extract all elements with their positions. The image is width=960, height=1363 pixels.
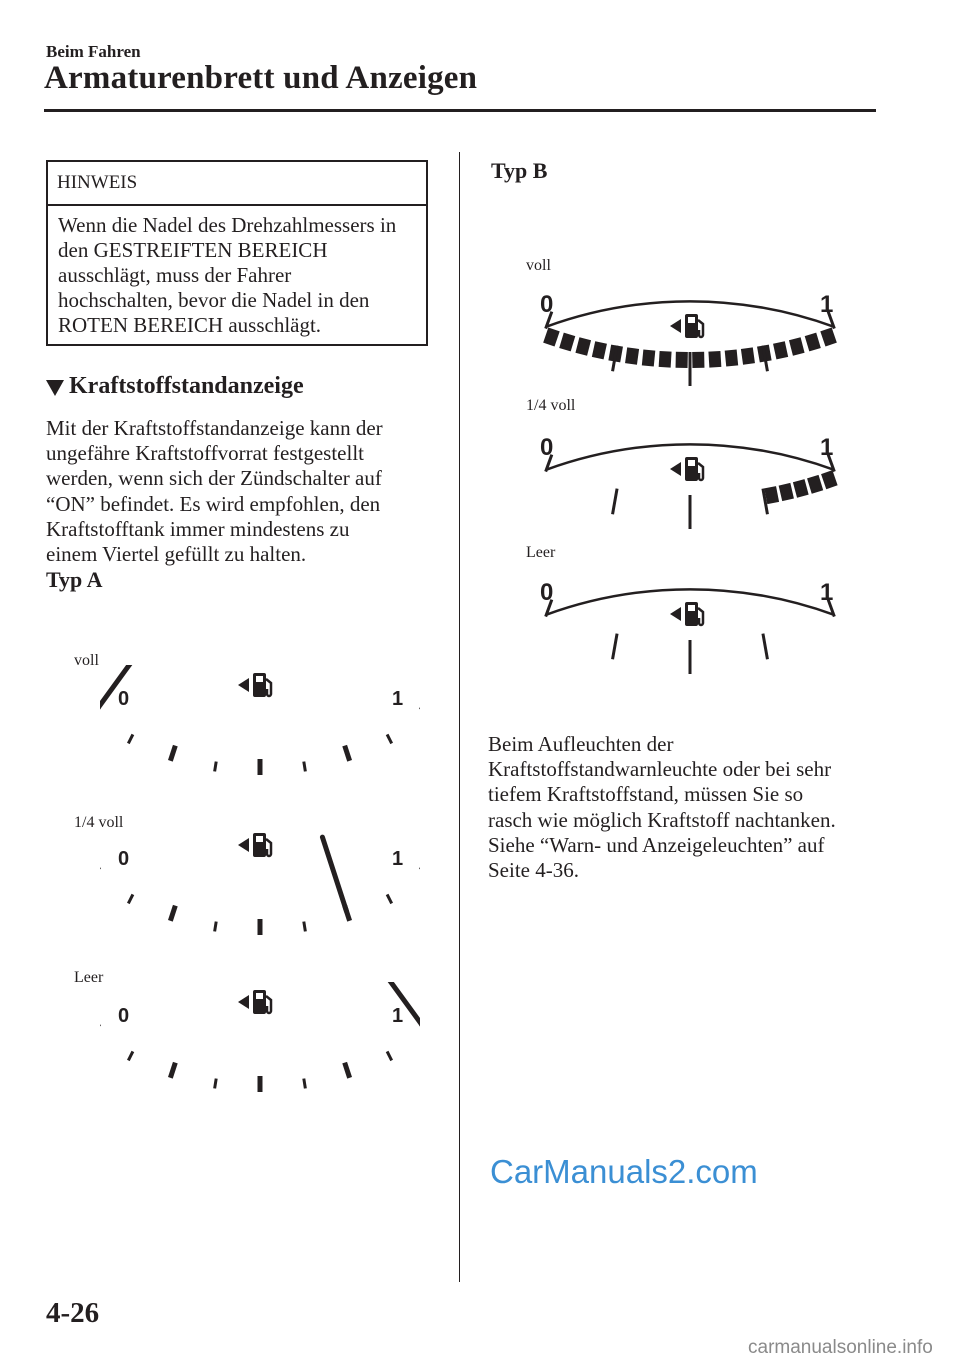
gauge-tick — [215, 762, 217, 772]
gauge-needle — [322, 837, 346, 911]
gauge-tick — [613, 489, 618, 515]
gauge-tick — [170, 906, 175, 921]
gauge-tick — [215, 1079, 217, 1089]
note-line: ausschlägt, muss der Fahrer — [58, 263, 292, 287]
gauge-fill-segment — [631, 348, 633, 364]
gauge-min-label: 0 — [118, 688, 130, 710]
gauge-tick — [387, 894, 392, 903]
gauge-fill-segment — [813, 477, 818, 492]
intro-paragraph — [46, 416, 436, 567]
gauge-tick — [128, 1051, 133, 1060]
gauge-tick — [345, 746, 350, 761]
gauge-a-quarter-label: 1/4 voll — [74, 814, 124, 831]
note-heading: HINWEIS — [48, 162, 426, 206]
note-line: ROTEN BEREICH ausschlägt. — [58, 313, 322, 337]
intro-line: einem Viertel gefüllt zu halten. — [46, 542, 307, 567]
note-line: hochschalten, bevor die Nadel in den — [58, 288, 370, 312]
gauge-tick — [763, 634, 768, 660]
gauge-fill-segment — [581, 339, 585, 354]
gauge-tick — [387, 734, 392, 743]
gauge-fill-segment — [731, 350, 733, 366]
gauge-tick — [215, 922, 217, 932]
gauge-tick — [170, 746, 175, 761]
gauge-a-empty-label: Leer — [74, 969, 104, 986]
watermark: CarManuals2.com — [490, 1153, 758, 1190]
gauge-fill-segment — [665, 351, 666, 367]
intro-line: ungefähre Kraftstoffvorrat festgestellt — [46, 441, 364, 466]
fuel-pump-icon — [238, 673, 271, 697]
chapter-label: Beim Fahren — [46, 42, 141, 61]
note-line: Wenn die Nadel des Drehzahlmessers in — [58, 213, 397, 237]
gauge-a-full-label: voll — [74, 652, 99, 669]
fuel-pump-icon — [238, 833, 271, 857]
gauge-max-label: 1 — [820, 434, 834, 461]
gauge-fill-segment — [827, 472, 832, 487]
gauge-fill-segment — [799, 481, 803, 496]
down-triangle-icon — [46, 380, 64, 396]
warning-paragraph — [488, 732, 888, 883]
gauge-fill-segment — [826, 329, 831, 344]
intro-line: Mit der Kraftstoffstandanzeige kann der — [46, 416, 383, 440]
note-body — [48, 206, 426, 338]
warning-line: tiefem Kraftstoffstand, müssen Sie so — [488, 782, 804, 807]
gauge-min-label: 0 — [118, 1005, 130, 1027]
gauge-fill-segment — [770, 487, 773, 503]
gauge-tick — [387, 1051, 392, 1060]
gauge-min-label: 0 — [540, 291, 554, 318]
fuel-pump-icon — [670, 602, 703, 626]
gauge-fill-segment — [598, 342, 601, 358]
gauge-b-full — [530, 282, 850, 387]
gauge-max-label: 1 — [392, 848, 404, 870]
gauge-max-label: 1 — [392, 1005, 404, 1027]
note-box — [46, 160, 428, 346]
gauge-b-empty-label: Leer — [526, 544, 556, 561]
gauge-a-quarter — [100, 825, 420, 955]
gauge-max-label: 1 — [820, 579, 834, 606]
gauge-min-label: 0 — [540, 579, 554, 606]
column-divider — [459, 152, 460, 1282]
page-number: 4-26 — [46, 1297, 100, 1329]
gauge-tick — [345, 1063, 350, 1078]
gauge-tick — [170, 1063, 175, 1078]
gauge-fill-segment — [810, 334, 815, 349]
section-heading — [46, 373, 304, 400]
gauge-fill-segment — [779, 342, 782, 358]
warning-line: Beim Aufleuchten der — [488, 732, 674, 756]
warning-line: rasch wie möglich Kraftstoff nachtanken. — [488, 807, 836, 832]
gauge-tick — [304, 762, 306, 772]
warning-line: Kraftstoffstandwarnleuchte oder bei sehr — [488, 757, 832, 782]
gauge-fill-segment — [565, 334, 570, 349]
gauge-b-quarter — [530, 425, 850, 530]
gauge-fill-segment — [747, 348, 749, 364]
intro-line: werden, wenn sich der Zündschalter auf — [46, 466, 382, 491]
gauge-fill-segment — [795, 339, 799, 354]
section-heading-text: Kraftstoffstandanzeige — [69, 373, 304, 399]
fuel-pump-icon — [238, 990, 271, 1014]
header-rule — [44, 109, 876, 112]
warning-line: Seite 4-36. — [488, 858, 579, 883]
fuel-pump-icon — [670, 314, 703, 338]
gauge-max-label: 1 — [820, 291, 834, 318]
gauge-fill-segment — [784, 484, 788, 500]
gauge-fill-segment — [549, 329, 554, 344]
warning-line: Siehe “Warn- und Anzeigeleuchten” auf — [488, 832, 825, 857]
fuel-pump-icon — [670, 457, 703, 481]
type-b-label: Typ B — [491, 158, 548, 183]
gauge-tick — [613, 634, 618, 660]
gauge-b-quarter-label: 1/4 voll — [526, 397, 576, 414]
intro-line: Kraftstofftank immer mindestens zu — [46, 516, 350, 541]
gauge-max-label: 1 — [392, 688, 404, 710]
intro-line: “ON” befindet. Es wird empfohlen, den — [46, 491, 381, 516]
gauge-tick — [128, 894, 133, 903]
footer-watermark: carmanualsonline.info — [748, 1337, 933, 1358]
type-a-label: Typ A — [46, 567, 103, 592]
gauge-fill-segment — [714, 351, 715, 367]
page-title: Armaturenbrett und Anzeigen — [44, 60, 478, 96]
gauge-a-full — [100, 665, 420, 795]
gauge-b-empty — [530, 570, 850, 675]
note-line: den GESTREIFTEN BEREICH — [58, 238, 328, 262]
gauge-tick — [304, 1079, 306, 1089]
gauge-min-label: 0 — [540, 434, 554, 461]
gauge-b-full-label: voll — [526, 257, 551, 274]
gauge-min-label: 0 — [118, 848, 130, 870]
gauge-tick — [304, 922, 306, 932]
gauge-tick — [128, 734, 133, 743]
gauge-fill-segment — [648, 350, 650, 366]
gauge-a-empty — [100, 982, 420, 1112]
